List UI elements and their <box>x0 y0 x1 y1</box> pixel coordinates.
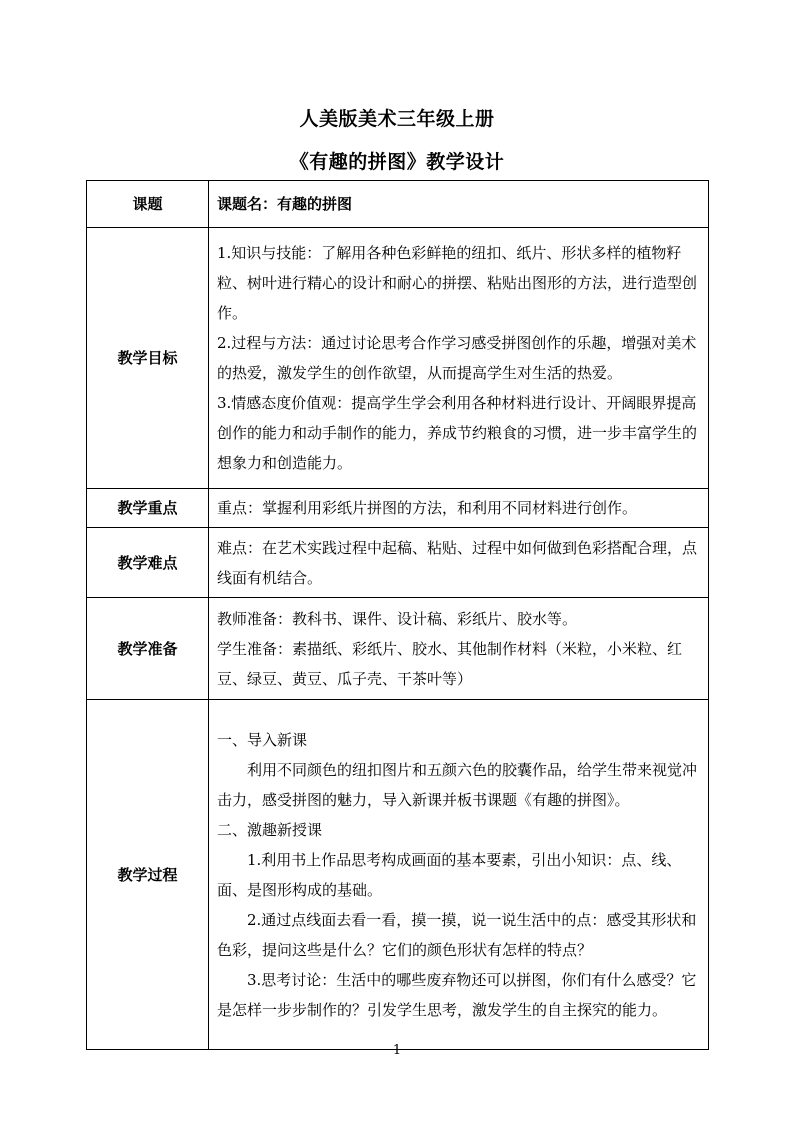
preparation-label: 教学准备 <box>87 598 209 700</box>
table-row-key-points <box>87 489 709 528</box>
process-content <box>209 700 709 1050</box>
process-step: 2.通过点线面去看一看，摸一摸，说一说生活中的点：感受其形状和色彩，提问这些是什么？它们的颜色形状有怎样的特点？ <box>217 910 697 959</box>
key-points-text: 重点：掌握利用彩纸片拼图的方法，和利用不同材料进行创作。 <box>217 499 638 517</box>
process-step: 1.利用书上作品思考构成画面的基本要素，引出小知识：点、线、面、是图形构成的基础。 <box>217 850 682 899</box>
key-points-label: 教学重点 <box>87 489 209 528</box>
student-preparation: 学生准备：素描纸、彩纸片、胶水、其他制作材料（米粒，小米粒、红豆、绿豆、黄豆、瓜子壳、干茶叶等） <box>217 639 683 688</box>
section-heading: 一、导入新课 <box>217 730 308 749</box>
document-title: 人美版美术三年级上册 <box>299 108 495 130</box>
document-subtitle: 《有趣的拼图》教学设计 <box>289 151 505 173</box>
page-number: 1 <box>392 1043 402 1058</box>
preparation-content <box>209 598 709 700</box>
process-label: 教学过程 <box>87 700 209 1050</box>
difficulties-label: 教学难点 <box>87 528 209 598</box>
section-paragraph: 利用不同颜色的纽扣图片和五颜六色的胶囊作品，给学生带来视觉冲击力，感受拼图的魅力，导入新课并板书课题《有趣的拼图》。 <box>217 760 698 809</box>
topic-value <box>209 181 709 228</box>
lesson-plan-table <box>86 180 709 1050</box>
objectives-content <box>209 228 709 489</box>
objectives-label: 教学目标 <box>87 228 209 489</box>
key-points-content <box>209 489 709 528</box>
teacher-preparation: 教师准备：教科书、课件、设计稿、彩纸片、胶水等。 <box>217 609 578 628</box>
table-row-process <box>87 700 709 1050</box>
process-step: 3.思考讨论：生活中的哪些废弃物还可以拼图，你们有什么感受？它是怎样一步步制作的？引发学生思考，激发学生的自主探究的能力。 <box>217 970 697 1019</box>
difficulties-content <box>209 528 709 598</box>
topic-text: 课题名：有趣的拼图 <box>217 195 353 213</box>
objective-item: 3.情感态度价值观：提高学生学会利用各种材料进行设计、开阔眼界提高创作的能力和动手制作的能力，养成节约粮食的习惯，进一步丰富学生的想象力和创造能力。 <box>217 394 698 472</box>
objective-item: 1.知识与技能：了解用各种色彩鲜艳的纽扣、纸片、形状多样的植物籽粒、树叶进行精心的设计和耐心的拼摆、粘贴出图形的方法，进行造型创作。 <box>217 244 698 322</box>
table-row-objectives <box>87 228 709 489</box>
difficulties-text: 难点：在艺术实践过程中起稿、粘贴、过程中如何做到色彩搭配合理，点线面有机结合。 <box>217 538 698 587</box>
objective-item: 2.过程与方法：通过讨论思考合作学习感受拼图创作的乐趣，增强对美术的热爱，激发学生的创作欲望，从而提高学生对生活的热爱。 <box>217 334 697 382</box>
table-row-preparation <box>87 598 709 700</box>
table-row-difficulties <box>87 528 709 598</box>
table-row-topic <box>87 181 709 228</box>
topic-label: 课题 <box>87 181 209 228</box>
section-heading: 二、激趣新授课 <box>217 820 323 839</box>
